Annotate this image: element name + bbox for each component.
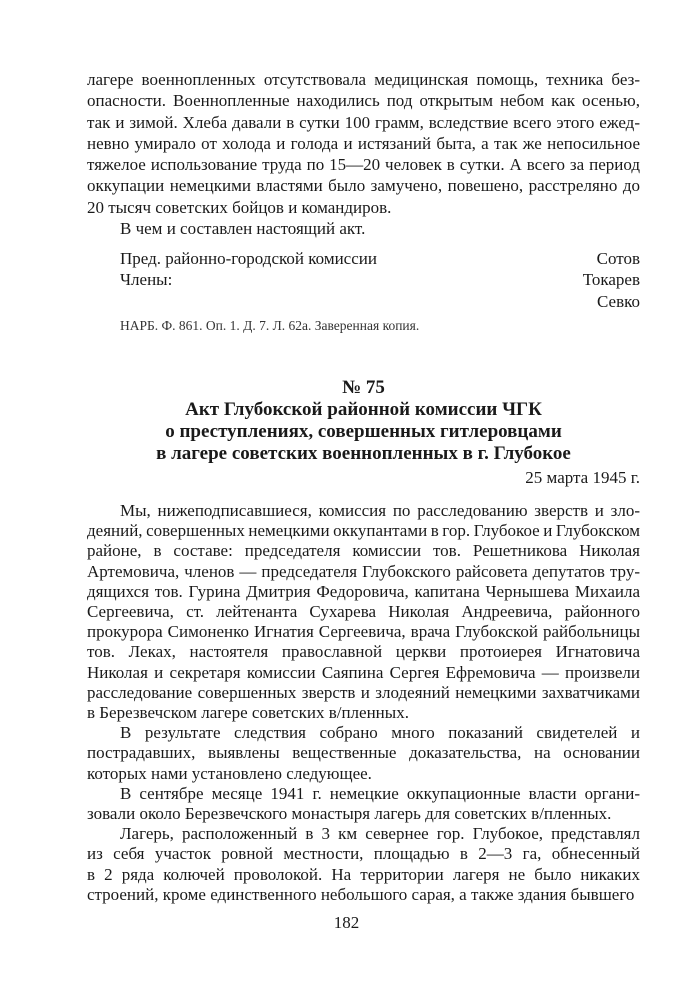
signature-name: Севко [596,291,640,311]
text-line: Сергеевича, ст. лейтенанта Сухарева Николая Андреевича, районного [87,602,640,622]
document-heading [87,377,640,465]
text-line: В сентябре месяце 1941 г. немецкие оккупационные власти органи- [120,783,640,803]
signature-role: Пред. районно-городской комиссии [120,249,377,268]
signature-role: Члены: [120,270,173,290]
text-line: дящихся тов. Гурина Дмитрия Федоровича, капитана Чернышева Михаила [87,581,640,601]
document-title-line: о преступлениях, совершенных гитлеровцами [165,421,562,442]
page-number: 182 [333,913,360,932]
text-line: тов. Леках, настоятеля православной церкви протоиерея Игнатовича [87,642,640,662]
text-line: оккупации немецкими властями было замучено, повешено, расстреляно до [87,176,640,196]
text-line: опасности. Военнопленные находились под открытым небом как осенью, [87,91,640,111]
signature-row [87,269,640,290]
text-line: В чем и составлен настоящий акт. [120,219,366,239]
text-line: Лагерь, расположенный в 3 км севернее гор. Глубокое, представлял [120,824,640,844]
text-line: строений, кроме единственного небольшого сарая, а также здания бывшего [87,884,635,904]
body-text [87,501,640,905]
text-line: зовали около Березвечского монастыря лагерь для советских в/пленных. [87,804,612,824]
text-line: прокурора Симоненко Игнатия Сергеевича, врача Глубокской райбольницы [87,622,640,642]
signature-name: Токарев [582,270,640,290]
text-line: в Березвечском лагере советских в/пленных. [87,703,409,723]
signature-row [87,248,640,269]
document-number: № 75 [342,377,385,398]
document-date: 25 марта 1945 г. [525,468,640,487]
text-line: Артемовича, членов — председателя Глубокского райсовета депутатов тру- [87,561,640,581]
text-line: В результате следствия собрано много показаний свидетелей и [120,723,640,743]
text-line: невно умирало от холода и голода и истязаний быта, а так же непосильное [87,133,640,153]
text-line: районе, в составе: председателя комиссии тов. Решетникова Николая [87,541,640,561]
text-line: так и зимой. Хлеба давали в сутки 100 грамм, вследствие всего этого ежед- [87,112,640,132]
text-line: тяжелое использование труда по 15—20 человек в сутки. А всего за период [87,155,640,175]
text-line: Мы, нижеподписавшиеся, комиссия по расследованию зверств и зло- [120,501,640,520]
text-line: деяний, совершенных немецкими оккупантами в гор. Глубокое и Глубокском [87,521,640,541]
document-title-line: Акт Глубокской районной комиссии ЧГК [185,399,542,420]
text-line: лагере военнопленных отсутствовала медицинская помощь, техника без- [87,70,640,89]
text-line: Николая и секретаря комиссии Саяпина Сергея Ефремовича — произвели [87,662,640,682]
intro-text [87,69,640,239]
text-line: расследование совершенных зверств и злодеяний немецкими захватчиками [87,682,640,702]
document-title-line: в лагере советских военнопленных в г. Глубокое [156,443,571,464]
text-line: 20 тысяч советских бойцов и командиров. [87,197,392,217]
signature-block [87,248,640,312]
text-line: которых нами установлено следующее. [87,763,372,783]
archive-reference: НАРБ. Ф. 861. Оп. 1. Д. 7. Л. 62а. Заверенная копия. [120,318,420,333]
text-line: в 2 ряда колючей проволокой. На территории лагеря не было никаких [87,864,640,884]
text-line: из себя участок ровной местности, площадью в 2—3 га, обнесенный [87,844,640,864]
signature-name: Сотов [596,249,640,268]
signature-row [87,291,640,312]
text-line: пострадавших, выявлены вещественные доказательства, на основании [87,743,640,763]
